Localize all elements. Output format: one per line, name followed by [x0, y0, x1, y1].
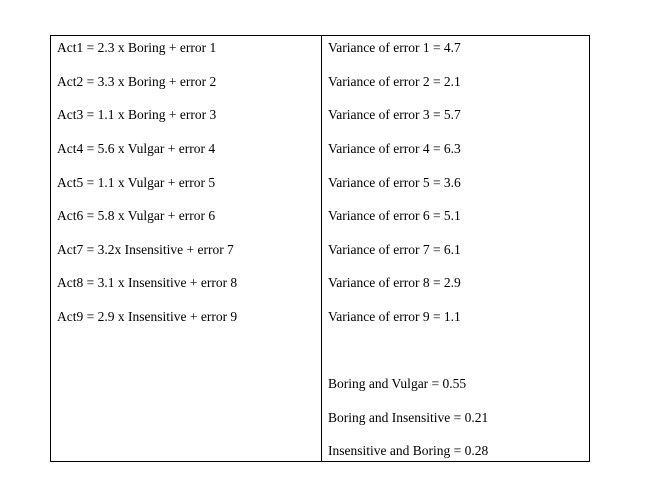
correlation-boring-vulgar: Boring and Vulgar = 0.55 — [328, 376, 467, 391]
model-table — [50, 35, 590, 462]
equation-act9: Act9 = 2.9 x Insensitive + error 9 — [57, 309, 238, 324]
variance-error3: Variance of error 3 = 5.7 — [328, 107, 461, 122]
equation-act6: Act6 = 5.8 x Vulgar + error 6 — [57, 208, 216, 223]
variance-error4: Variance of error 4 = 6.3 — [328, 141, 461, 156]
variance-error6: Variance of error 6 = 5.1 — [328, 208, 461, 223]
equation-act3: Act3 = 1.1 x Boring + error 3 — [57, 107, 217, 122]
correlation-boring-insensitive: Boring and Insensitive = 0.21 — [328, 410, 489, 425]
equation-act1: Act1 = 2.3 x Boring + error 1 — [57, 40, 217, 55]
equation-act7: Act7 = 3.2x Insensitive + error 7 — [57, 242, 234, 257]
variance-error5: Variance of error 5 = 3.6 — [328, 175, 461, 190]
equation-act8: Act8 = 3.1 x Insensitive + error 8 — [57, 275, 238, 290]
equations-column — [51, 36, 322, 461]
equation-act4: Act4 = 5.6 x Vulgar + error 4 — [57, 141, 216, 156]
variance-error2: Variance of error 2 = 2.1 — [328, 74, 461, 89]
variance-error9: Variance of error 9 = 1.1 — [328, 309, 461, 324]
variance-error1: Variance of error 1 = 4.7 — [328, 40, 461, 55]
variance-error8: Variance of error 8 = 2.9 — [328, 275, 461, 290]
equation-act2: Act2 = 3.3 x Boring + error 2 — [57, 74, 217, 89]
variance-error7: Variance of error 7 = 6.1 — [328, 242, 461, 257]
correlation-insensitive-boring: Insensitive and Boring = 0.28 — [328, 443, 489, 458]
equation-act5: Act5 = 1.1 x Vulgar + error 5 — [57, 175, 216, 190]
variances-column — [322, 36, 589, 461]
